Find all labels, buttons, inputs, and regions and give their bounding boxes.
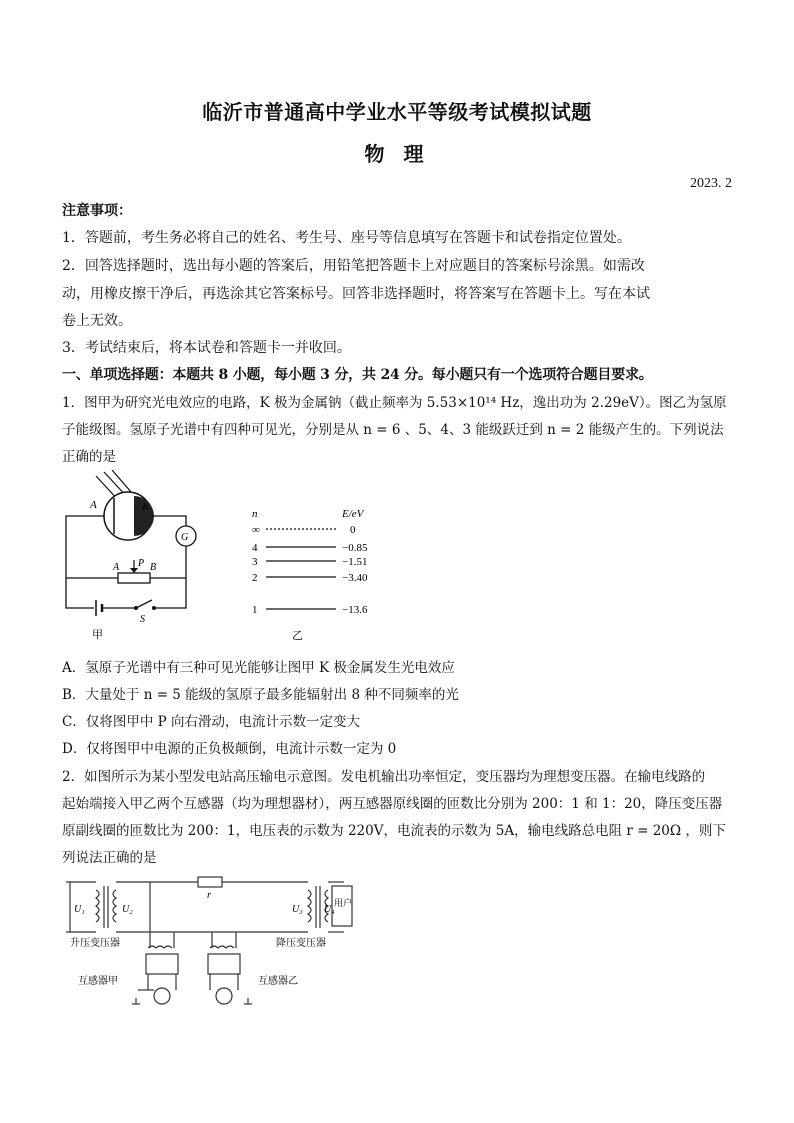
note-line-3: 动，用橡皮擦干净后，再选涂其它答案标号。回答非选择题时，将答案写在答题卡上。写在本试 <box>62 286 650 302</box>
q1-option-c: C．仅将图甲中 P 向右滑动，电流计示数一定变大 <box>62 714 360 730</box>
level-e-inf: 0 <box>350 524 356 536</box>
figure-a-caption: 甲 <box>92 629 103 641</box>
q1-line-2: 子能级图。氢原子光谱中有四种可见光，分别是从 n = 6 、5、4、3 能级跃迁到 n = 2 能级产生的。下列说法 <box>62 422 724 438</box>
label-step-up: 升压变压器 <box>70 938 120 949</box>
q2-line-2: 起始端接入甲乙两个互感器（均为理想器材），两互感器原线圈的匝数比分别为 200：1 和 1：20，降压变压器 <box>62 796 723 812</box>
exam-title: 临沂市普通高中学业水平等级考试模拟试题 <box>202 100 592 124</box>
mutual-a-core <box>146 954 178 974</box>
rheostat <box>118 573 150 583</box>
e-header: E/eV <box>342 508 364 520</box>
level-e-1: −13.6 <box>342 604 368 616</box>
q1-option-d: D．仅将图甲中电源的正负极颠倒，电流计示数一定为 0 <box>62 741 397 757</box>
label-mutual-a: 互感器甲 <box>78 976 118 987</box>
q1-line-1: 1．图甲为研究光电效应的电路，K 极为金属钠（截止频率为 5.53×10¹⁴ Hz，逸出功为 2.29eV）。图乙为氢原 <box>62 395 727 411</box>
q2-line-3: 原副线圈的匝数比为 200：1，电压表的示数为 220V，电流表的示数为 5A，输电线路总电阻 r = 20Ω ，则下 <box>62 823 726 839</box>
label-cathode-k: K <box>142 501 150 513</box>
q2-line-1: 2．如图所示为某小型发电站高压输电示意图。发电机输出功率恒定，变压器均为理想变压器。在输电线路的 <box>62 769 706 785</box>
level-n-2: 2 <box>252 572 258 584</box>
level-e-3: −1.51 <box>342 556 368 568</box>
label-switch-s: S <box>140 614 145 625</box>
label-step-down: 降压变压器 <box>276 938 326 949</box>
mutual-b-primary <box>210 946 234 948</box>
level-e-4: −0.85 <box>342 542 368 554</box>
voltmeter <box>154 988 170 1004</box>
switch-s <box>136 600 152 608</box>
label-mutual-b: 互感器乙 <box>258 976 298 987</box>
label-u2: U₂ <box>122 904 133 915</box>
figure-b-caption: 乙 <box>292 630 303 642</box>
level-e-2: −3.40 <box>342 572 368 584</box>
q1-option-b: B．大量处于 n = 5 能级的氢原子最多能辐射出 8 种不同频率的光 <box>62 687 459 703</box>
label-r: r <box>207 890 211 901</box>
label-slider-p: P <box>138 558 145 569</box>
level-n-inf: ∞ <box>252 524 260 536</box>
energy-level-diagram <box>246 505 386 645</box>
q2-line-4: 列说法正确的是 <box>62 850 157 866</box>
step-down-primary <box>308 890 311 922</box>
level-n-4: 4 <box>252 542 258 554</box>
mutual-a-primary <box>148 946 172 948</box>
exam-date: 2023. 2 <box>690 176 732 191</box>
label-galvanometer: G <box>181 532 189 543</box>
label-user: 用户 <box>334 898 353 908</box>
photoelectric-circuit-figure <box>58 470 208 645</box>
n-header: n <box>252 508 258 520</box>
transmission-figure <box>62 872 362 1012</box>
q1-line-3: 正确的是 <box>62 449 116 465</box>
ammeter <box>216 988 232 1004</box>
step-up-secondary <box>113 890 116 922</box>
subject-title: 物 理 <box>364 142 430 166</box>
q1-option-a: A．氢原子光谱中有三种可见光能够让图甲 K 极金属发生光电效应 <box>62 660 455 676</box>
note-line-2: 2．回答选择题时，选出每小题的答案后，用铅笔把答题卡上对应题目的答案标号涂黑。如需改 <box>62 258 645 274</box>
label-u1: U₁ <box>74 904 85 915</box>
section-heading: 一、单项选择题：本题共 8 小题，每小题 3 分，共 24 分。每小题只有一个选项符合题目要求。 <box>62 367 653 383</box>
note-line-1: 1．答题前，考生务必将自己的姓名、考生号、座号等信息填写在答题卡和试卷指定位置处。 <box>62 230 631 246</box>
step-up-primary <box>96 890 99 922</box>
notes-heading: 注意事项： <box>62 203 132 219</box>
note-line-5: 3．考试结束后，将本试卷和答题卡一并收回。 <box>62 340 351 356</box>
label-u3: U₃ <box>292 904 303 915</box>
label-u4: U₄ <box>324 904 335 915</box>
label-rheostat-b: B <box>150 562 157 573</box>
label-anode-a: A <box>90 499 97 511</box>
level-n-1: 1 <box>252 604 258 616</box>
note-line-4: 卷上无效。 <box>62 313 132 329</box>
mutual-b-core <box>208 954 240 974</box>
level-n-3: 3 <box>252 556 258 568</box>
label-rheostat-a: A <box>113 562 120 573</box>
line-resistor-r <box>198 877 222 887</box>
